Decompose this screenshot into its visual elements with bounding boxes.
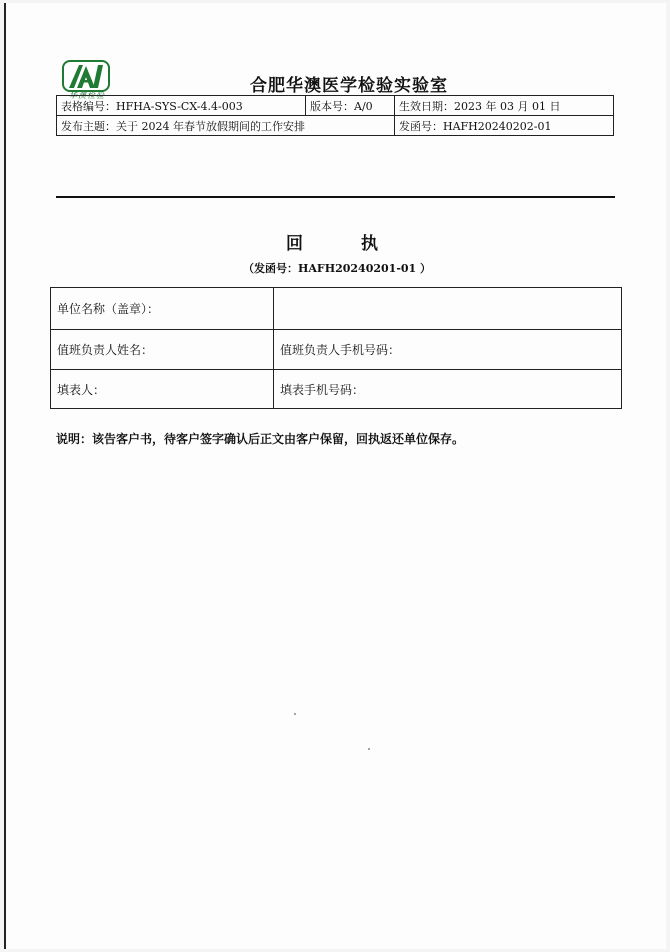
org-title: 合肥华澳医学检验实验室 bbox=[250, 76, 448, 96]
version: 版本号：A/0 bbox=[306, 96, 395, 116]
document-header-table bbox=[56, 95, 614, 136]
issue-number: 发函号：HAFH20240202-01 bbox=[395, 116, 614, 136]
filler-phone-field[interactable]: 填表手机号码： bbox=[274, 370, 622, 409]
receipt-form-table bbox=[50, 287, 622, 409]
filler-field[interactable]: 填表人： bbox=[51, 370, 274, 409]
document-page bbox=[4, 3, 666, 949]
subject: 发布主题：关于 2024 年春节放假期间的工作安排 bbox=[57, 116, 395, 136]
receipt-note: 说明：该告客户书，待客户签字确认后正文由客户保留，回执返还单位保存。 bbox=[56, 432, 465, 446]
receipt-title: 回 执 bbox=[286, 234, 404, 254]
logo-caption: 华澳检验 bbox=[69, 91, 105, 100]
unit-name-field[interactable] bbox=[274, 288, 622, 330]
scan-speck bbox=[368, 748, 370, 750]
receipt-doc-number: （发函号：HAFH20240201-01 ） bbox=[242, 262, 432, 275]
scan-speck bbox=[294, 713, 296, 715]
effective-date: 生效日期：2023 年 03 月 01 日 bbox=[395, 96, 614, 116]
duty-person-phone-field[interactable]: 值班负责人手机号码： bbox=[274, 330, 622, 370]
duty-person-name-field[interactable]: 值班负责人姓名： bbox=[51, 330, 274, 370]
divider-line bbox=[56, 196, 615, 198]
unit-name-label: 单位名称（盖章）： bbox=[51, 288, 274, 330]
form-number: 表格编号：HFHA-SYS-CX-4.4-003 bbox=[57, 96, 306, 116]
